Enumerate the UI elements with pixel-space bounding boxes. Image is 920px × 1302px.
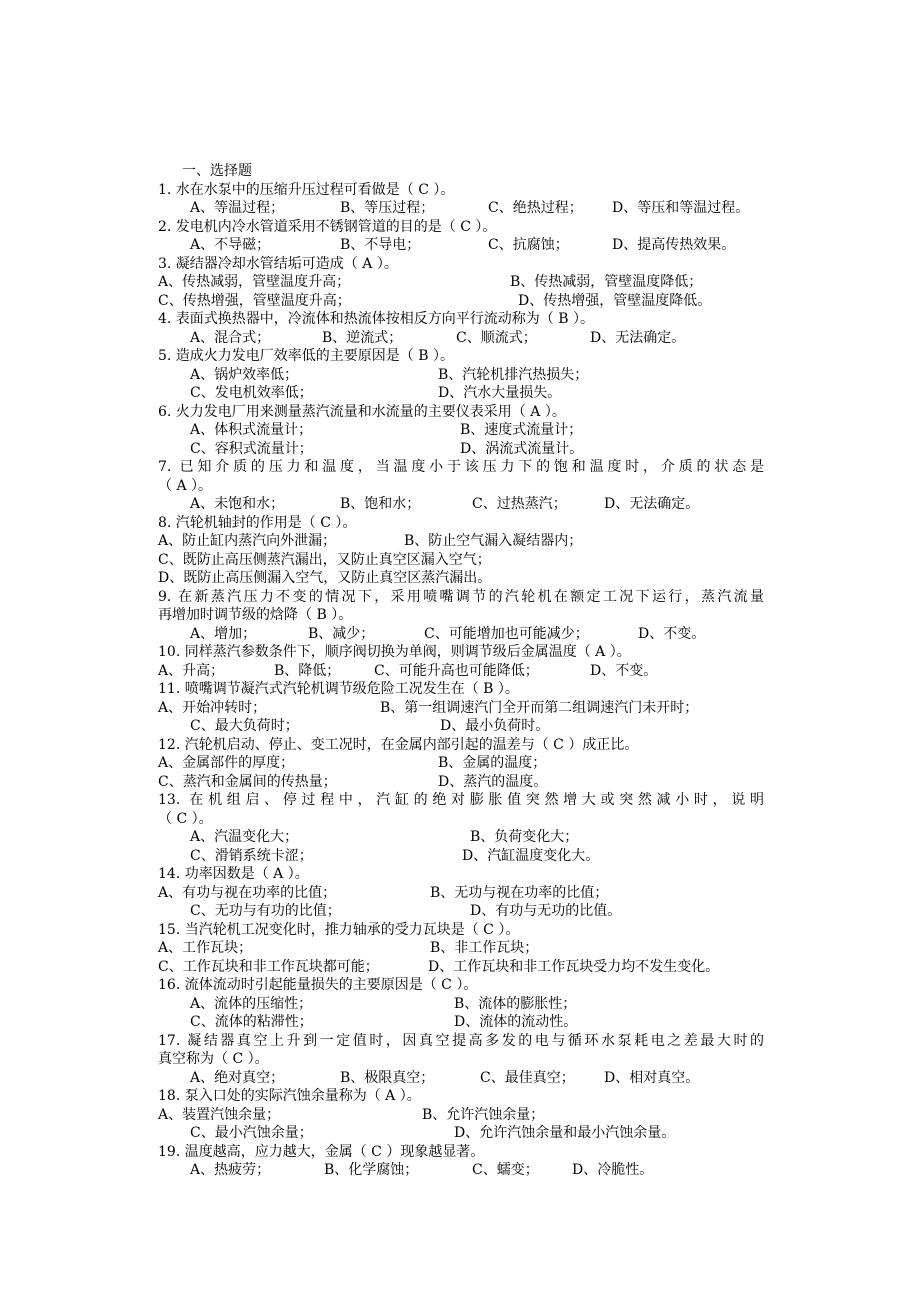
question-stem: 12. 汽轮机启动、停止、变工况时，在金属内部引起的温差与（ C ）成正比。 xyxy=(158,736,639,753)
option: B、非工作瓦块； xyxy=(430,940,539,956)
option: B、极限真空； xyxy=(340,1069,435,1086)
option: A、流体的压缩性； xyxy=(190,995,313,1012)
option: B、无功与视在功率的比值； xyxy=(430,884,609,901)
option: D、无法确定。 xyxy=(604,496,700,512)
option: B、负荷变化大； xyxy=(470,829,579,845)
option: C、最小汽蚀余量； xyxy=(190,1125,313,1141)
option: B、饱和水； xyxy=(340,496,421,512)
option: D、允许汽蚀余量和最小汽蚀余量。 xyxy=(454,1125,676,1141)
option: B、化学腐蚀； xyxy=(324,1162,419,1178)
option-row xyxy=(158,273,764,292)
option: A、传热减弱，管壁温度升高； xyxy=(158,274,351,290)
option-row xyxy=(158,625,764,644)
option: A、锅炉效率低； xyxy=(190,366,299,383)
question-stem: 15. 当汽轮机工况变化时，推力轴承的受力瓦块是（ C ）。 xyxy=(158,921,520,938)
option-row xyxy=(158,847,764,866)
option-row xyxy=(158,569,764,588)
option-row xyxy=(158,1106,764,1125)
option-row xyxy=(158,754,764,773)
option: A、开始冲转时； xyxy=(158,699,267,716)
option-row xyxy=(158,1161,764,1180)
question-stem: 14. 功率因数是（ A ）。 xyxy=(158,866,309,882)
option: C、容积式流量计； xyxy=(190,440,313,457)
option: B、不导电； xyxy=(340,237,421,253)
option: B、等压过程； xyxy=(340,200,435,216)
option: A、混合式； xyxy=(190,329,271,346)
option: B、传热减弱，管壁温度降低； xyxy=(510,274,703,290)
option: D、等压和等温过程。 xyxy=(612,200,750,216)
option: D、传热增强，管壁温度降低。 xyxy=(518,292,712,309)
option: A、绝对真空； xyxy=(190,1069,285,1086)
option: C、最佳真空； xyxy=(480,1069,575,1086)
option: C、抗腐蚀； xyxy=(488,237,569,253)
option: D、相对真空。 xyxy=(604,1069,700,1086)
option: A、增加； xyxy=(190,625,257,642)
option: B、汽轮机排汽热损失； xyxy=(438,366,589,383)
option: A、金属部件的厚度； xyxy=(158,755,295,771)
option: A、汽温变化大； xyxy=(190,829,299,845)
question-stem: 1. 水在水泵中的压缩升压过程可看做是（ C ）。 xyxy=(158,181,455,198)
option-row xyxy=(158,884,764,903)
question-list xyxy=(158,162,764,1180)
option-row xyxy=(158,551,764,570)
option: B、减少； xyxy=(308,625,375,642)
option: B、第一组调速汽门全开而第二组调速汽门未开时； xyxy=(380,699,699,716)
option-row xyxy=(158,532,764,551)
option-row xyxy=(158,995,764,1014)
option: C、绝热过程； xyxy=(488,200,583,216)
option: D、汽缸温度变化大。 xyxy=(462,847,600,864)
option: D、汽水大量损失。 xyxy=(438,385,562,401)
option: B、防止空气漏入凝结器内； xyxy=(404,533,583,549)
option: C、流体的粘滞性； xyxy=(190,1014,313,1030)
option: B、流体的膨胀性； xyxy=(454,995,577,1012)
option: C、最大负荷时； xyxy=(190,718,299,734)
option-row xyxy=(158,902,764,921)
option: A、不导磁； xyxy=(190,237,271,253)
option: D、涡流式流量计。 xyxy=(460,440,584,457)
option-row xyxy=(158,292,764,311)
option: A、体积式流量计； xyxy=(190,422,313,438)
section-title: 一、选择题 xyxy=(182,163,252,179)
option-row xyxy=(158,717,764,736)
option-row xyxy=(158,1124,764,1143)
question-stem: 13. 在机组启、停过程中，汽缸的绝对膨胀值突然增大或突然减小时，说明 xyxy=(158,792,764,808)
option: D、有功与无功的比值。 xyxy=(470,903,622,919)
option: A、热疲劳； xyxy=(190,1162,271,1178)
option-row xyxy=(158,1013,764,1032)
option: D、最小负荷时。 xyxy=(440,718,550,734)
option: B、金属的温度； xyxy=(438,755,547,771)
question-stem: 5. 造成火力发电厂效率低的主要原因是（ B ）。 xyxy=(158,348,454,364)
question-stem: 17. 凝结器真空上升到一定值时，因真空提高多发的电与循环水泵耗电之差最大时的 xyxy=(158,1032,764,1049)
option: D、提高传热效果。 xyxy=(612,237,736,253)
option-row xyxy=(158,440,764,459)
question-stem: 7. 已知介质的压力和温度，当温度小于该压力下的饱和温度时，介质的状态是 xyxy=(158,459,764,475)
question-stem: 8. 汽轮机轴封的作用是（ C ）。 xyxy=(158,514,357,531)
option-row xyxy=(158,384,764,403)
option: C、既防止高压侧蒸汽漏出，又防止真空区漏入空气； xyxy=(158,551,491,568)
question-stem-continuation: 再增加时调节级的焓降（ B ）。 xyxy=(158,607,353,623)
option: B、速度式流量计； xyxy=(460,422,583,438)
option: B、逆流式； xyxy=(322,329,403,346)
option: C、蠕变； xyxy=(472,1162,539,1178)
option: D、蒸汽的温度。 xyxy=(438,773,548,790)
option: A、装置汽蚀余量； xyxy=(158,1106,281,1123)
question-stem: 11. 喷嘴调节凝汽式汽轮机调节级危险工况发生在（ B ）。 xyxy=(158,681,519,697)
question-stem: 6. 火力发电厂用来测量蒸汽流量和水流量的主要仪表采用（ A ）。 xyxy=(158,403,566,420)
option: D、流体的流动性。 xyxy=(454,1014,578,1030)
option-row xyxy=(158,329,764,348)
option: C、顺流式； xyxy=(456,329,537,346)
option: D、无法确定。 xyxy=(590,329,686,346)
option: B、降低； xyxy=(274,662,341,679)
option: A、未饱和水； xyxy=(190,496,285,512)
option: C、过热蒸汽； xyxy=(472,496,567,512)
question-stem-continuation: 真空称为（ C ）。 xyxy=(158,1051,269,1067)
option: D、不变。 xyxy=(638,625,706,642)
option: D、不变。 xyxy=(590,662,658,679)
option-row xyxy=(158,366,764,385)
option: A、防止缸内蒸汽向外泄漏； xyxy=(158,533,337,549)
option-row xyxy=(158,495,764,514)
option: A、等温过程； xyxy=(190,200,285,216)
option: A、升高； xyxy=(158,662,225,679)
question-stem-continuation: （ C ）。 xyxy=(158,810,213,827)
option-row xyxy=(158,828,764,847)
question-stem-continuation: （ A ）。 xyxy=(158,477,213,494)
option-row xyxy=(158,199,764,218)
option-row xyxy=(158,939,764,958)
question-stem: 19. 温度越高，应力越大，金属（ C ）现象越显著。 xyxy=(158,1143,485,1160)
option-row xyxy=(158,236,764,255)
question-stem: 10. 同样蒸汽参数条件下，顺序阀切换为单阀，则调节级后金属温度（ A ）。 xyxy=(158,644,631,660)
option-row xyxy=(158,773,764,792)
question-stem: 2. 发电机内冷水管道采用不锈钢管道的目的是（ C ）。 xyxy=(158,218,497,235)
option: C、可能升高也可能降低； xyxy=(374,662,539,679)
option: C、可能增加也可能减少； xyxy=(424,625,589,642)
option: C、传热增强，管壁温度升高； xyxy=(158,292,351,309)
option-row xyxy=(158,699,764,718)
option: D、工作瓦块和非工作瓦块受力均不发生变化。 xyxy=(428,958,720,975)
option: C、蒸汽和金属间的传热量； xyxy=(158,773,337,790)
option: C、工作瓦块和非工作瓦块都可能； xyxy=(158,958,379,975)
question-stem: 4. 表面式换热器中，冷流体和热流体按相反方向平行流动称为（ B ）。 xyxy=(158,311,594,327)
option: B、允许汽蚀余量； xyxy=(422,1106,545,1123)
option: D、既防止高压侧漏入空气，又防止真空区蒸汽漏出。 xyxy=(158,570,492,586)
question-stem: 18. 泵入口处的实际汽蚀余量称为（ A ）。 xyxy=(158,1088,421,1104)
question-stem: 3. 凝结器冷却水管结垢可造成（ A ）。 xyxy=(158,255,398,272)
option: D、冷脆性。 xyxy=(572,1162,654,1178)
option: C、无功与有功的比值； xyxy=(190,903,341,919)
option: C、发电机效率低； xyxy=(190,385,313,401)
option: A、有功与视在功率的比值； xyxy=(158,884,337,901)
option-row xyxy=(158,958,764,977)
option-row xyxy=(158,1069,764,1088)
question-stem: 16. 流体流动时引起能量损失的主要原因是（ C ）。 xyxy=(158,977,478,993)
question-stem: 9. 在新蒸汽压力不变的情况下，采用喷嘴调节的汽轮机在额定工况下运行，蒸汽流量 xyxy=(158,588,764,605)
option-row xyxy=(158,421,764,440)
option: A、工作瓦块； xyxy=(158,940,253,956)
option: C、滑销系统卡涩； xyxy=(190,847,313,864)
option-row xyxy=(158,662,764,681)
